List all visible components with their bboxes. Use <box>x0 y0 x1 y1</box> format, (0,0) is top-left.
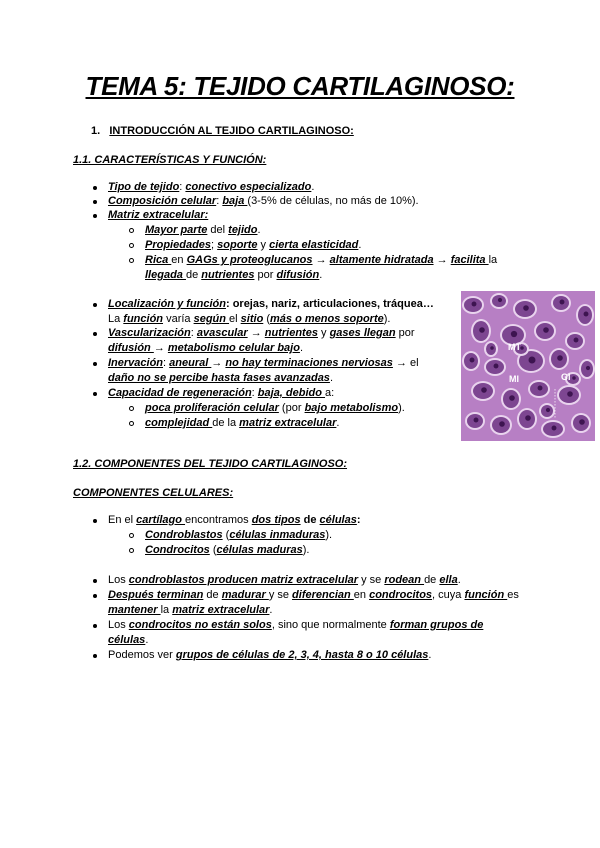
cell-nucleus <box>538 386 543 391</box>
cell-nucleus <box>481 387 487 393</box>
sub-bullet <box>129 533 134 538</box>
list-item-no-solos-cont: células. <box>108 634 149 646</box>
bullet <box>93 332 97 336</box>
cell-nucleus <box>586 366 590 370</box>
list-item-tipo: Tipo de tejido: conectivo especializado. <box>108 181 315 193</box>
bullet <box>93 579 97 583</box>
list-item-propiedades: Propiedades; soporte y cierta elasticidad. <box>145 239 362 251</box>
cell-nucleus <box>579 419 585 425</box>
cell-nucleus <box>490 346 494 350</box>
list-item-maduran: Después terminan de madurar y se diferencian en condrocitos, cuya función es <box>108 589 519 601</box>
list-item-condrocitos: Condrocitos (células maduras). <box>145 544 310 556</box>
list-item-grupos: Podemos ver grupos de células de 2, 3, 4, hasta 8 o 10 células. <box>108 649 432 661</box>
sub-bullet <box>129 243 134 248</box>
bullet <box>93 392 97 396</box>
cell-nucleus <box>479 327 485 333</box>
label-mi: MI <box>509 374 519 384</box>
bullet <box>93 654 97 658</box>
list-item-poca-proliferacion: poca proliferación celular (por bajo metabolismo). <box>145 402 405 414</box>
list-item-mayor-parte: Mayor parte del tejido. <box>145 224 261 236</box>
list-item-complejidad: complejidad de la matriz extracelular. <box>145 417 340 429</box>
cell-nucleus <box>470 358 475 363</box>
cell-nucleus <box>494 364 499 369</box>
list-item-no-solos: Los condrocitos no están solos, sino que normalmente forman grupos de <box>108 619 484 631</box>
label-mt: MT <box>508 342 521 352</box>
label-gi: GI <box>561 372 571 382</box>
list-item-localizacion-cont: La función varía según el sitio (más o menos soporte). <box>108 313 391 325</box>
cell-nucleus <box>499 421 505 427</box>
cell-nucleus <box>567 391 573 397</box>
list-item-rica: Rica en GAGs y proteoglucanos → altamente hidratada → facilita la <box>145 254 498 266</box>
sub-bullet <box>129 421 134 426</box>
cell-nucleus <box>560 300 565 305</box>
sub-bullet <box>129 258 134 263</box>
section-heading-1 <box>91 124 354 138</box>
bullet <box>93 303 97 307</box>
list-item-producen: Los condroblastos producen matriz extracelular y se rodean de ella. <box>108 574 461 586</box>
cell-nucleus <box>509 395 515 401</box>
subsection-heading-1-1: 1.1. CARACTERÍSTICAS Y FUNCIÓN: <box>73 154 267 166</box>
cell-nucleus <box>552 426 557 431</box>
bullet <box>93 186 97 190</box>
cell-nucleus <box>474 418 479 423</box>
list-item-vascularizacion: Vascularización: avascular → nutrientes y gases llegan por <box>108 327 415 339</box>
list-item-composicion: Composición celular: baja (3-5% de células, no más de 10%). <box>108 195 419 207</box>
bullet <box>93 624 97 628</box>
list-item-vascularizacion-cont: difusión → metabolismo celular bajo. <box>108 342 303 354</box>
bullet <box>93 362 97 366</box>
subsection-heading-1-2: 1.2. COMPONENTES DEL TEJIDO CARTILAGINOSO: <box>73 458 348 470</box>
sub-bullet <box>129 548 134 553</box>
cell-nucleus <box>546 408 550 412</box>
sub-bullet <box>129 406 134 411</box>
list-item-regeneracion: Capacidad de regeneración: baja, debido a: <box>108 387 335 399</box>
cell-nucleus <box>572 376 576 380</box>
cell-nucleus <box>511 331 517 337</box>
list-item-inervacion: Inervación: aneural → no hay terminaciones nerviosas → el <box>108 357 419 369</box>
cell-nucleus <box>543 327 549 333</box>
list-item-maduran-cont: mantener la matriz extracelular. <box>108 604 273 616</box>
list-item-localizacion: Localización y función: orejas, nariz, articulaciones, tráquea… <box>108 298 434 310</box>
section-number: 1. <box>91 125 101 137</box>
micrograph-svg <box>461 291 595 441</box>
components-heading: COMPONENTES CELULARES: <box>73 487 234 499</box>
list-item-matriz: Matriz extracelular: <box>108 209 209 221</box>
cell-nucleus <box>557 355 563 361</box>
cell-nucleus <box>472 302 477 307</box>
cell-nucleus <box>525 415 531 421</box>
section-label: INTRODUCCIÓN AL TEJIDO CARTILAGINOSO: <box>109 125 354 137</box>
cell-nucleus <box>498 298 502 302</box>
bullet <box>93 594 97 598</box>
bullet <box>93 214 97 218</box>
list-item-cartilago: En el cartílago encontramos dos tipos de células: <box>108 514 361 526</box>
cell-nucleus <box>584 312 589 317</box>
cell-nucleus <box>523 305 529 311</box>
list-item-inervacion-cont: daño no se percibe hasta fases avanzadas. <box>108 372 333 384</box>
list-item-rica-cont: llegada de nutrientes por difusión. <box>145 269 323 281</box>
page-title: TEMA 5: TEJIDO CARTILAGINOSO: <box>85 71 515 101</box>
list-item-condroblastos: Condroblastos (células inmaduras). <box>145 529 333 541</box>
bullet <box>93 519 97 523</box>
cell-nucleus <box>529 357 536 364</box>
sub-bullet <box>129 228 134 233</box>
bullet <box>93 200 97 204</box>
cartilage-micrograph-image <box>461 291 595 441</box>
cell-nucleus <box>574 338 579 343</box>
